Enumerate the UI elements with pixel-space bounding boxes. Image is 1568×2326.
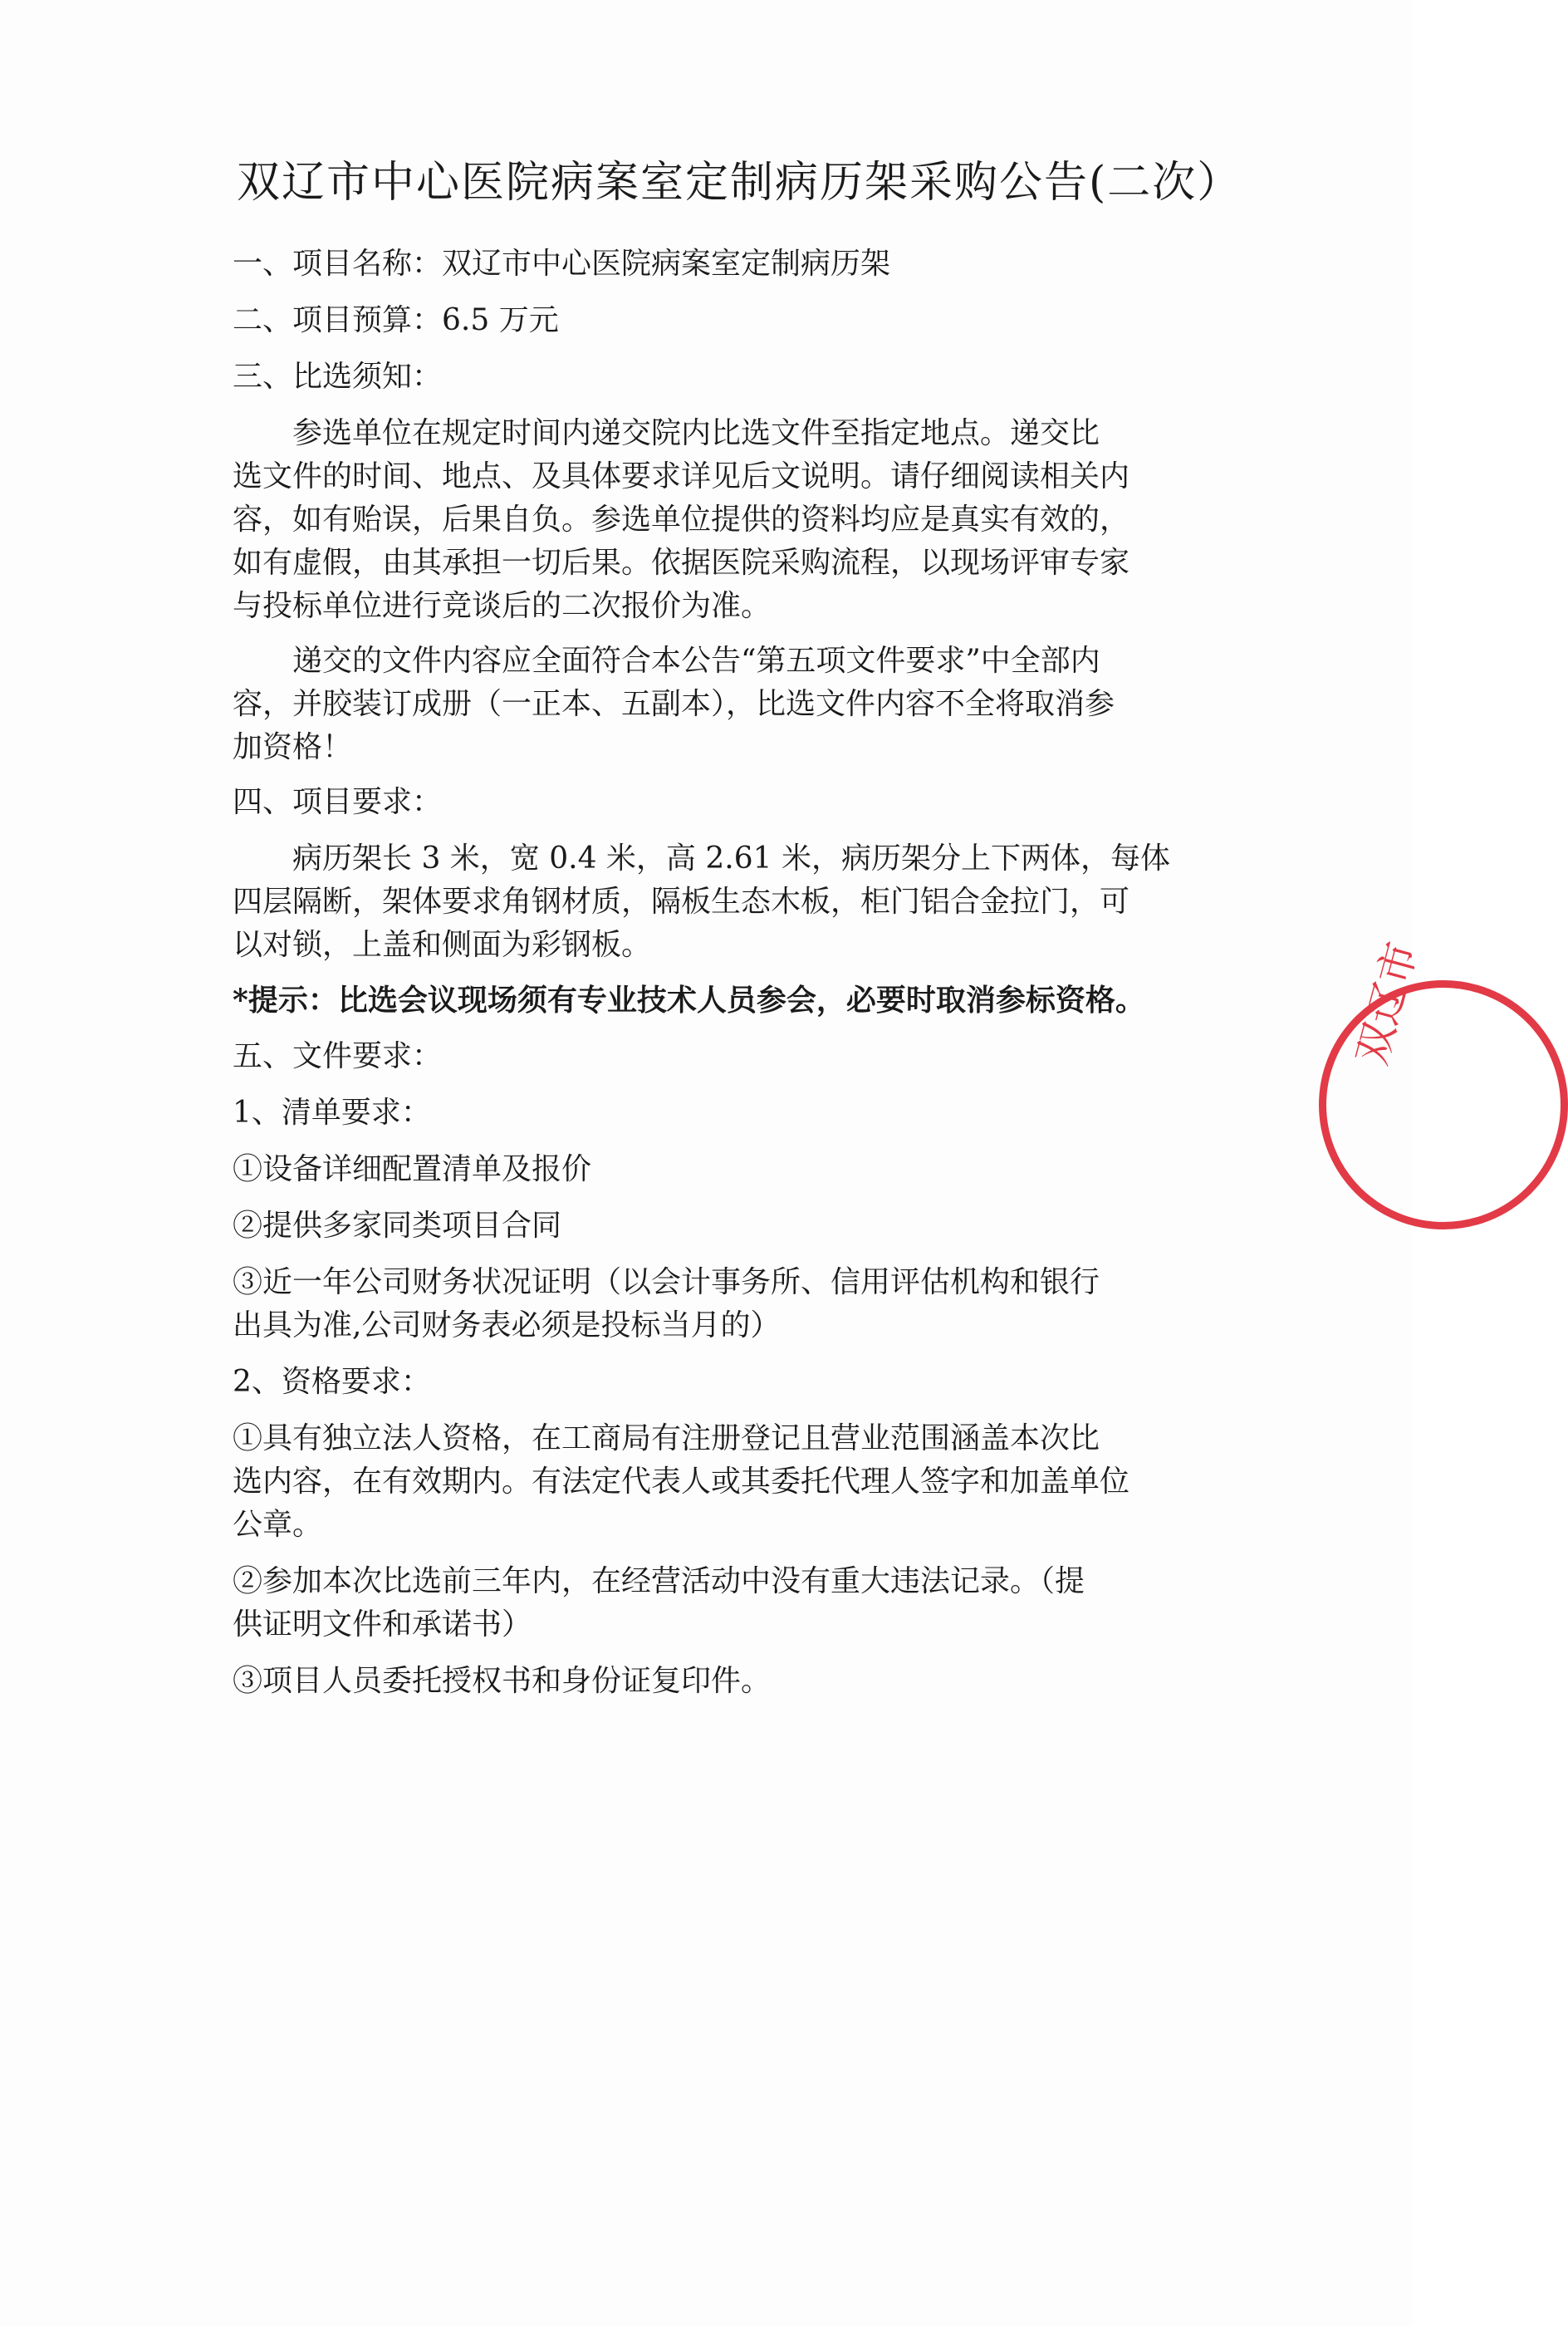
notice-text: *提示：比选会议现场须有专业技术人员参会，必要时取消参标资格。 [233,983,1145,1018]
text-line: 递交的文件内容应全面符合本公告“第五项文件要求”中全部内 [292,644,1100,678]
text-line: 出具为准,公司财务表必须是投标当月的） [233,1308,781,1342]
text-line: 选内容，在有效期内。有法定代表人或其委托代理人签字和加盖单位 [233,1465,1130,1499]
document-body [233,243,1188,1716]
text-line: 如有虚假，由其承担一切后果。依据医院采购流程，以现场评审专家 [233,546,1130,580]
seal-text: 双辽市 [1347,936,1427,1070]
qualification-requirement-item: ③项目人员委托授权书和身份证复印件。 [233,1664,772,1698]
section-document-requirements: 五、文件要求： [233,1039,443,1073]
text-line: 病历架长 3 米，宽 0.4 米，高 2.61 米，病历架分上下两体，每体 [292,842,1170,876]
text-line: 参选单位在规定时间内递交院内比选文件至指定地点。递交比 [292,416,1100,450]
text-line: 容，如有贻误，后果自负。参选单位提供的资料均应是真实有效的， [233,503,1130,537]
section-project-budget: 二、项目预算：6.5 万元 [233,303,559,337]
text-line: 四层隔断，架体要求角钢材质，隔板生态木板，柜门铝合金拉门，可 [233,885,1130,919]
selection-notes-paragraph-2 [233,640,1188,769]
text-line: 供证明文件和承诺书） [233,1607,532,1641]
document-title: 双辽市中心医院病案室定制病历架采购公告(二次） [237,158,1242,208]
qualification-requirements-heading: 2、资格要求： [233,1365,431,1399]
qualification-requirement-item [233,1417,1188,1547]
text-line: 与投标单位进行竞谈后的二次报价为准。 [233,589,772,623]
text-line: 加资格！ [233,730,353,764]
project-requirements-paragraph [233,837,1188,967]
section-selection-notes: 三、比选须知： [233,360,443,394]
section-project-requirements: 四、项目要求： [233,785,443,819]
text-line: 公章。 [233,1508,323,1542]
qualification-requirement-item [233,1560,1188,1646]
list-requirements-heading: 1、清单要求： [233,1096,431,1130]
text-line: ③近一年公司财务状况证明（以会计事务所、信用评估机构和银行 [233,1265,1100,1299]
list-requirement-item [233,1261,1188,1347]
text-line: 选文件的时间、地点、及具体要求详见后文说明。请仔细阅读相关内 [233,459,1130,493]
text-line: 容，并胶装订成册（一正本、五副本），比选文件内容不全将取消参 [233,687,1115,721]
text-line: 以对锁，上盖和侧面为彩钢板。 [233,928,652,962]
text-line: ②参加本次比选前三年内，在经营活动中没有重大违法记录。（提 [233,1564,1085,1598]
text-line: ①具有独立法人资格，在工商局有注册登记且营业范围涵盖本次比 [233,1421,1100,1455]
selection-notes-paragraph-1 [233,412,1188,628]
list-requirement-item: ①设备详细配置清单及报价 [233,1152,592,1186]
section-project-name: 一、项目名称：双辽市中心医院病案室定制病历架 [233,247,891,281]
list-requirement-item: ②提供多家同类项目合同 [233,1209,562,1243]
